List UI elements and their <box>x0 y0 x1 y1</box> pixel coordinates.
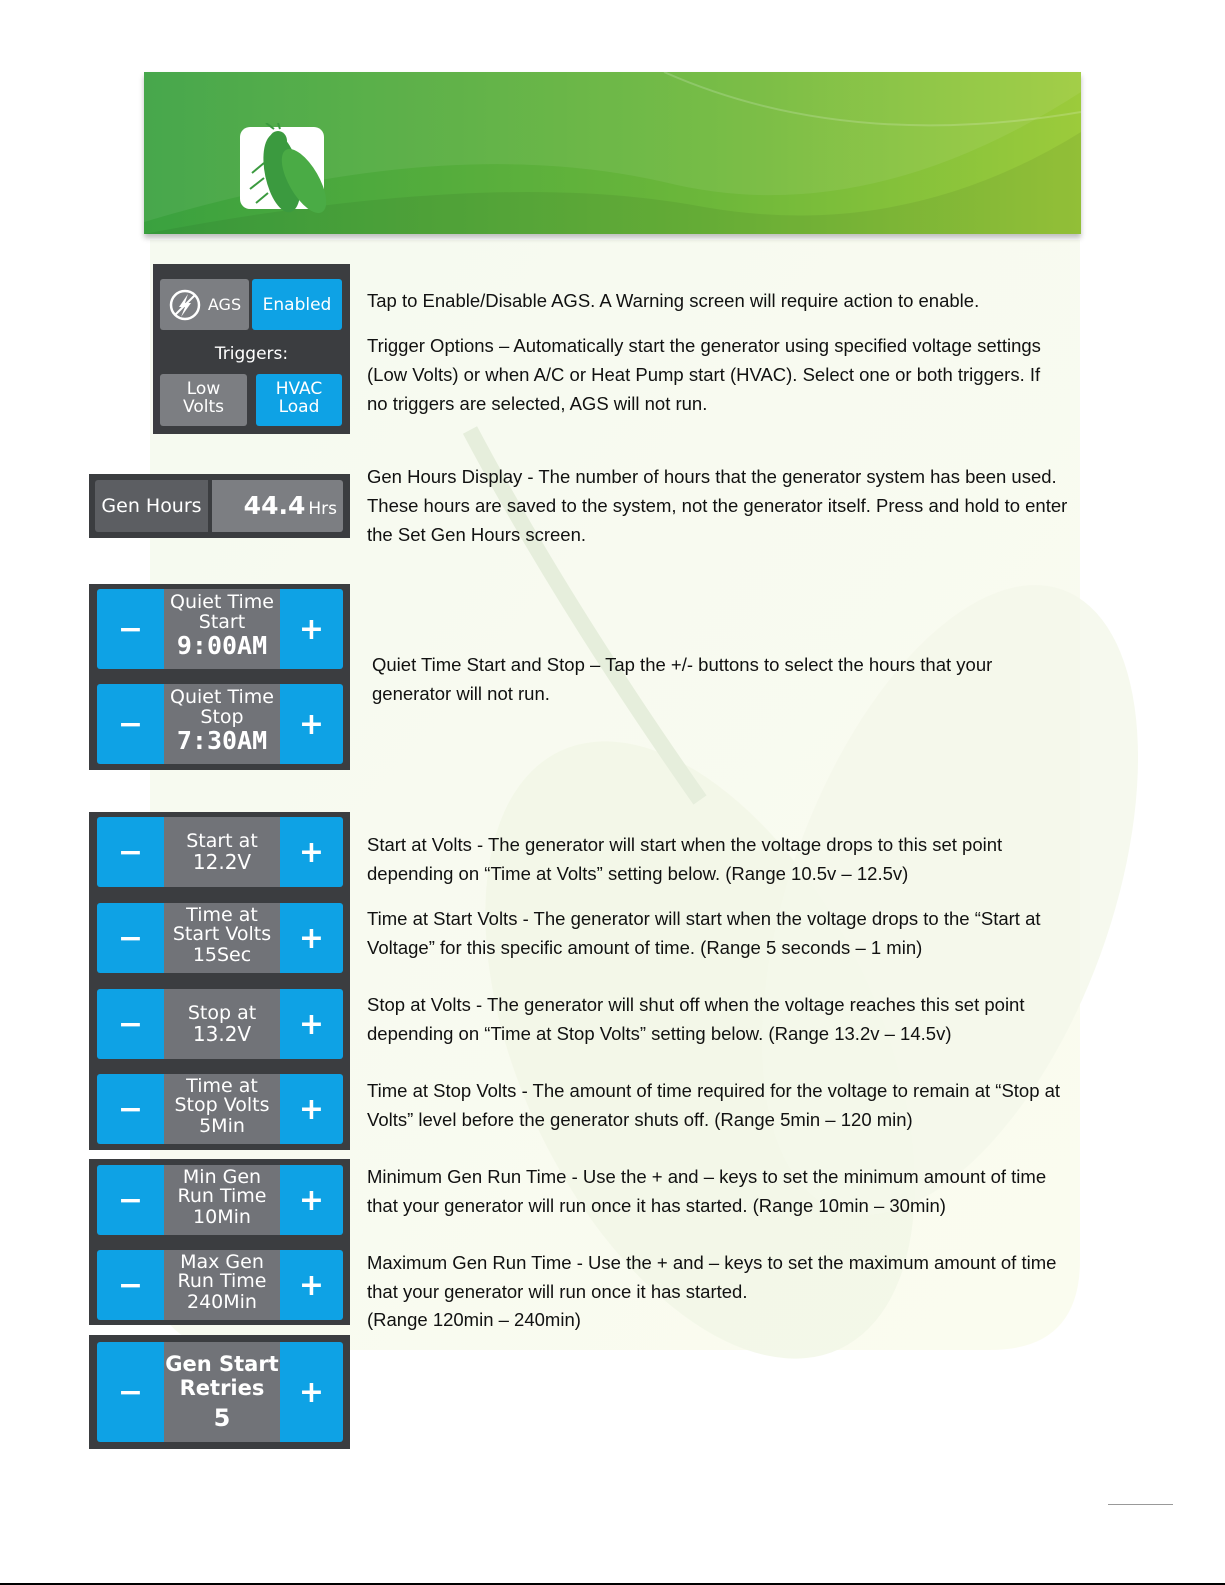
start-volts-minus-button[interactable]: − <box>117 834 144 870</box>
desc-triggers: Trigger Options – Automatically start the generator using specified voltage settings (Low Volts) or when A/C or Heat Pump start (HVAC). Select one or both triggers. If no triggers are selected, AGS will not run. <box>367 335 1041 414</box>
quiet-time-start-stepper <box>97 589 343 669</box>
triggers-label: Triggers: <box>214 344 289 364</box>
gen-hours-label: Gen Hours <box>95 480 208 532</box>
quiet-stop-minus-button[interactable]: − <box>117 706 144 742</box>
logo <box>240 127 324 209</box>
hvac-load-trigger-button[interactable]: HVAC Load <box>256 374 342 426</box>
min-gen-display <box>164 1165 280 1235</box>
min-gen-minus-button[interactable]: − <box>117 1182 144 1218</box>
desc-time-stop-volts: Time at Stop Volts - The amount of time required for the voltage to remain at “Stop at Volts” level before the generator shuts off. (Range 5min – 120 min) <box>367 1080 1061 1130</box>
desc-min-gen: Minimum Gen Run Time - Use the + and – keys to set the minimum amount of time that your generator will run once it has started. (Range 10min – 30min) <box>367 1166 1047 1216</box>
ags-label: AGS <box>207 295 242 314</box>
min-gen-plus-button[interactable]: + <box>298 1182 325 1218</box>
time-start-volts-value: 15Sec <box>192 944 252 966</box>
retries-minus-button[interactable]: − <box>117 1374 144 1410</box>
desc-ags-enable: Tap to Enable/Disable AGS. A Warning screen will require action to enable. <box>367 290 980 311</box>
time-start-volts-minus-button[interactable]: − <box>117 920 144 956</box>
desc-stop-volts: Stop at Volts - The generator will shut off when the voltage reaches this set point depending on “Time at Stop Volts” setting below. (Range 13.2v – 14.5v) <box>367 994 1025 1044</box>
time-stop-volts-label: Time at Stop Volts <box>174 1075 270 1116</box>
min-gen-label: Min Gen Run Time <box>177 1166 267 1207</box>
time-stop-volts-minus-button[interactable]: − <box>117 1091 144 1127</box>
min-gen-run-time-stepper <box>97 1165 343 1235</box>
quiet-start-plus-button[interactable]: + <box>298 611 325 647</box>
stop-volts-label: Stop at <box>187 1002 257 1024</box>
time-start-volts-plus-button[interactable]: + <box>298 920 325 956</box>
retries-value: 5 <box>213 1404 231 1432</box>
start-volts-display <box>164 817 280 887</box>
retries-label: Gen Start Retries <box>165 1352 279 1400</box>
gen-hours-unit: Hrs <box>308 499 337 519</box>
start-volts-plus-button[interactable]: + <box>298 834 325 870</box>
stop-volts-value: 13.2V <box>192 1022 252 1046</box>
stop-volts-minus-button[interactable]: − <box>117 1006 144 1042</box>
ags-status-label: Enabled <box>262 294 332 315</box>
time-start-volts-label: Time at Start Volts <box>172 904 272 945</box>
max-gen-minus-button[interactable]: − <box>117 1267 144 1303</box>
time-start-volts-stepper <box>97 903 343 973</box>
max-gen-label: Max Gen Run Time <box>177 1251 267 1292</box>
time-start-volts-display <box>164 903 280 973</box>
max-gen-value: 240Min <box>187 1291 257 1313</box>
quiet-time-stop-stepper <box>97 684 343 764</box>
low-volts-trigger-button[interactable]: Low Volts <box>160 374 247 426</box>
gen-hours-value: 44.4 <box>243 491 306 520</box>
stop-volts-stepper <box>97 989 343 1059</box>
start-volts-label: Start at <box>186 830 258 852</box>
min-gen-value: 10Min <box>193 1206 251 1228</box>
desc-quiet-time: Quiet Time Start and Stop – Tap the +/- buttons to select the hours that your generator will not run. <box>372 654 993 704</box>
ags-toggle-button[interactable] <box>160 279 249 330</box>
desc-time-start-volts: Time at Start Volts - The generator will start when the voltage drops to the “Start at Voltage” for this specific amount of time. (Range 5 seconds – 1 min) <box>367 908 1041 958</box>
stop-volts-display <box>164 989 280 1059</box>
time-stop-volts-plus-button[interactable]: + <box>298 1091 325 1127</box>
lightning-icon <box>168 288 202 322</box>
quiet-stop-plus-button[interactable]: + <box>298 706 325 742</box>
gen-hours-value-box <box>212 480 343 532</box>
stop-volts-plus-button[interactable]: + <box>298 1006 325 1042</box>
voltage-settings-panel <box>89 812 350 1150</box>
time-stop-volts-stepper <box>97 1074 343 1144</box>
quiet-time-panel <box>89 584 350 770</box>
ags-panel <box>153 264 350 434</box>
firefly-icon <box>246 123 342 223</box>
run-time-panel <box>89 1159 350 1325</box>
retries-display <box>164 1342 280 1442</box>
max-gen-display <box>164 1250 280 1320</box>
start-volts-value: 12.2V <box>192 850 252 874</box>
quiet-start-display <box>164 589 280 669</box>
desc-max-gen-range: (Range 120min – 240min) <box>367 1309 581 1330</box>
desc-gen-hours: Gen Hours Display - The number of hours that the generator system has been used. These hours are saved to the system, not the generator itself. Press and hold to enter the Set Gen Hours screen. <box>367 466 1068 545</box>
ags-enabled-button[interactable] <box>252 279 342 330</box>
gen-start-retries-stepper <box>97 1342 343 1442</box>
quiet-start-label: Quiet Time Start <box>170 591 274 633</box>
quiet-start-value: 9:00AM <box>176 631 268 660</box>
max-gen-run-time-stepper <box>97 1250 343 1320</box>
retries-plus-button[interactable]: + <box>298 1374 325 1410</box>
time-stop-volts-value: 5Min <box>199 1115 245 1137</box>
quiet-start-minus-button[interactable]: − <box>117 611 144 647</box>
footer-rule <box>1108 1504 1173 1505</box>
gen-hours-panel[interactable] <box>89 474 350 538</box>
quiet-stop-display <box>164 684 280 764</box>
max-gen-plus-button[interactable]: + <box>298 1267 325 1303</box>
quiet-stop-value: 7:30AM <box>176 726 268 755</box>
header-banner <box>144 72 1081 234</box>
gen-start-retries-panel <box>89 1335 350 1449</box>
time-stop-volts-display <box>164 1074 280 1144</box>
desc-start-volts: Start at Volts - The generator will start when the voltage drops to this set point depending on “Time at Volts” setting below. (Range 10.5v – 12.5v) <box>367 834 1003 884</box>
desc-max-gen: Maximum Gen Run Time - Use the + and – keys to set the maximum amount of time that your generator will run once it has started. <box>367 1252 1057 1302</box>
quiet-stop-label: Quiet Time Stop <box>170 686 274 728</box>
start-volts-stepper <box>97 817 343 887</box>
